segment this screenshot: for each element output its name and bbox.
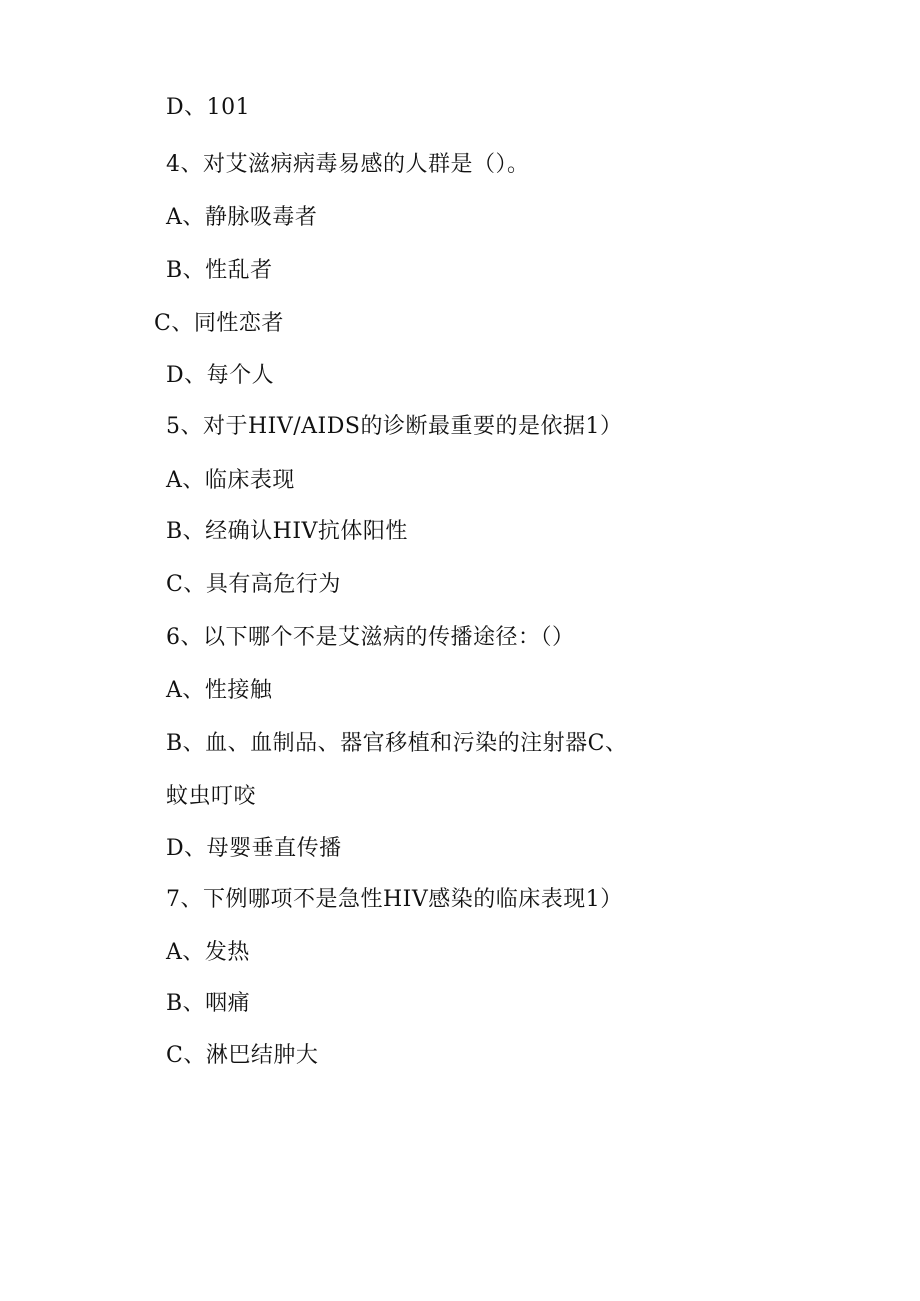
question-6: 6、以下哪个不是艾滋病的传播途径：（） — [166, 625, 575, 650]
option-4c: C、同性恋者 — [154, 311, 284, 336]
option-5b: B、经确认HIV抗体阳性 — [166, 519, 408, 544]
option-7c: C、淋巴结肿大 — [166, 1043, 319, 1068]
question-5: 5、对于HIV/AIDS的诊断最重要的是依据1） — [166, 414, 623, 439]
question-4: 4、对艾滋病病毒易感的人群是（）。 — [166, 152, 530, 177]
option-6b: B、血、血制品、器官移植和污染的注射器C、 — [166, 731, 628, 756]
option-6c-text: 蚊虫叮咬 — [166, 784, 257, 809]
option-4a: A、静脉吸毒者 — [166, 205, 318, 230]
option-4b: B、性乱者 — [166, 258, 273, 283]
option-5a: A、临床表现 — [166, 468, 295, 493]
option-5c: C、具有高危行为 — [166, 572, 341, 597]
option-7b: B、咽痛 — [166, 991, 251, 1016]
option-7a: A、发热 — [166, 940, 250, 965]
option-3d: D、101 — [166, 95, 251, 120]
option-6d: D、母婴垂直传播 — [166, 836, 342, 861]
option-4d: D、每个人 — [166, 363, 275, 388]
option-6a: A、性接触 — [166, 678, 273, 703]
question-7: 7、下例哪项不是急性HIV感染的临床表现1） — [166, 887, 623, 912]
